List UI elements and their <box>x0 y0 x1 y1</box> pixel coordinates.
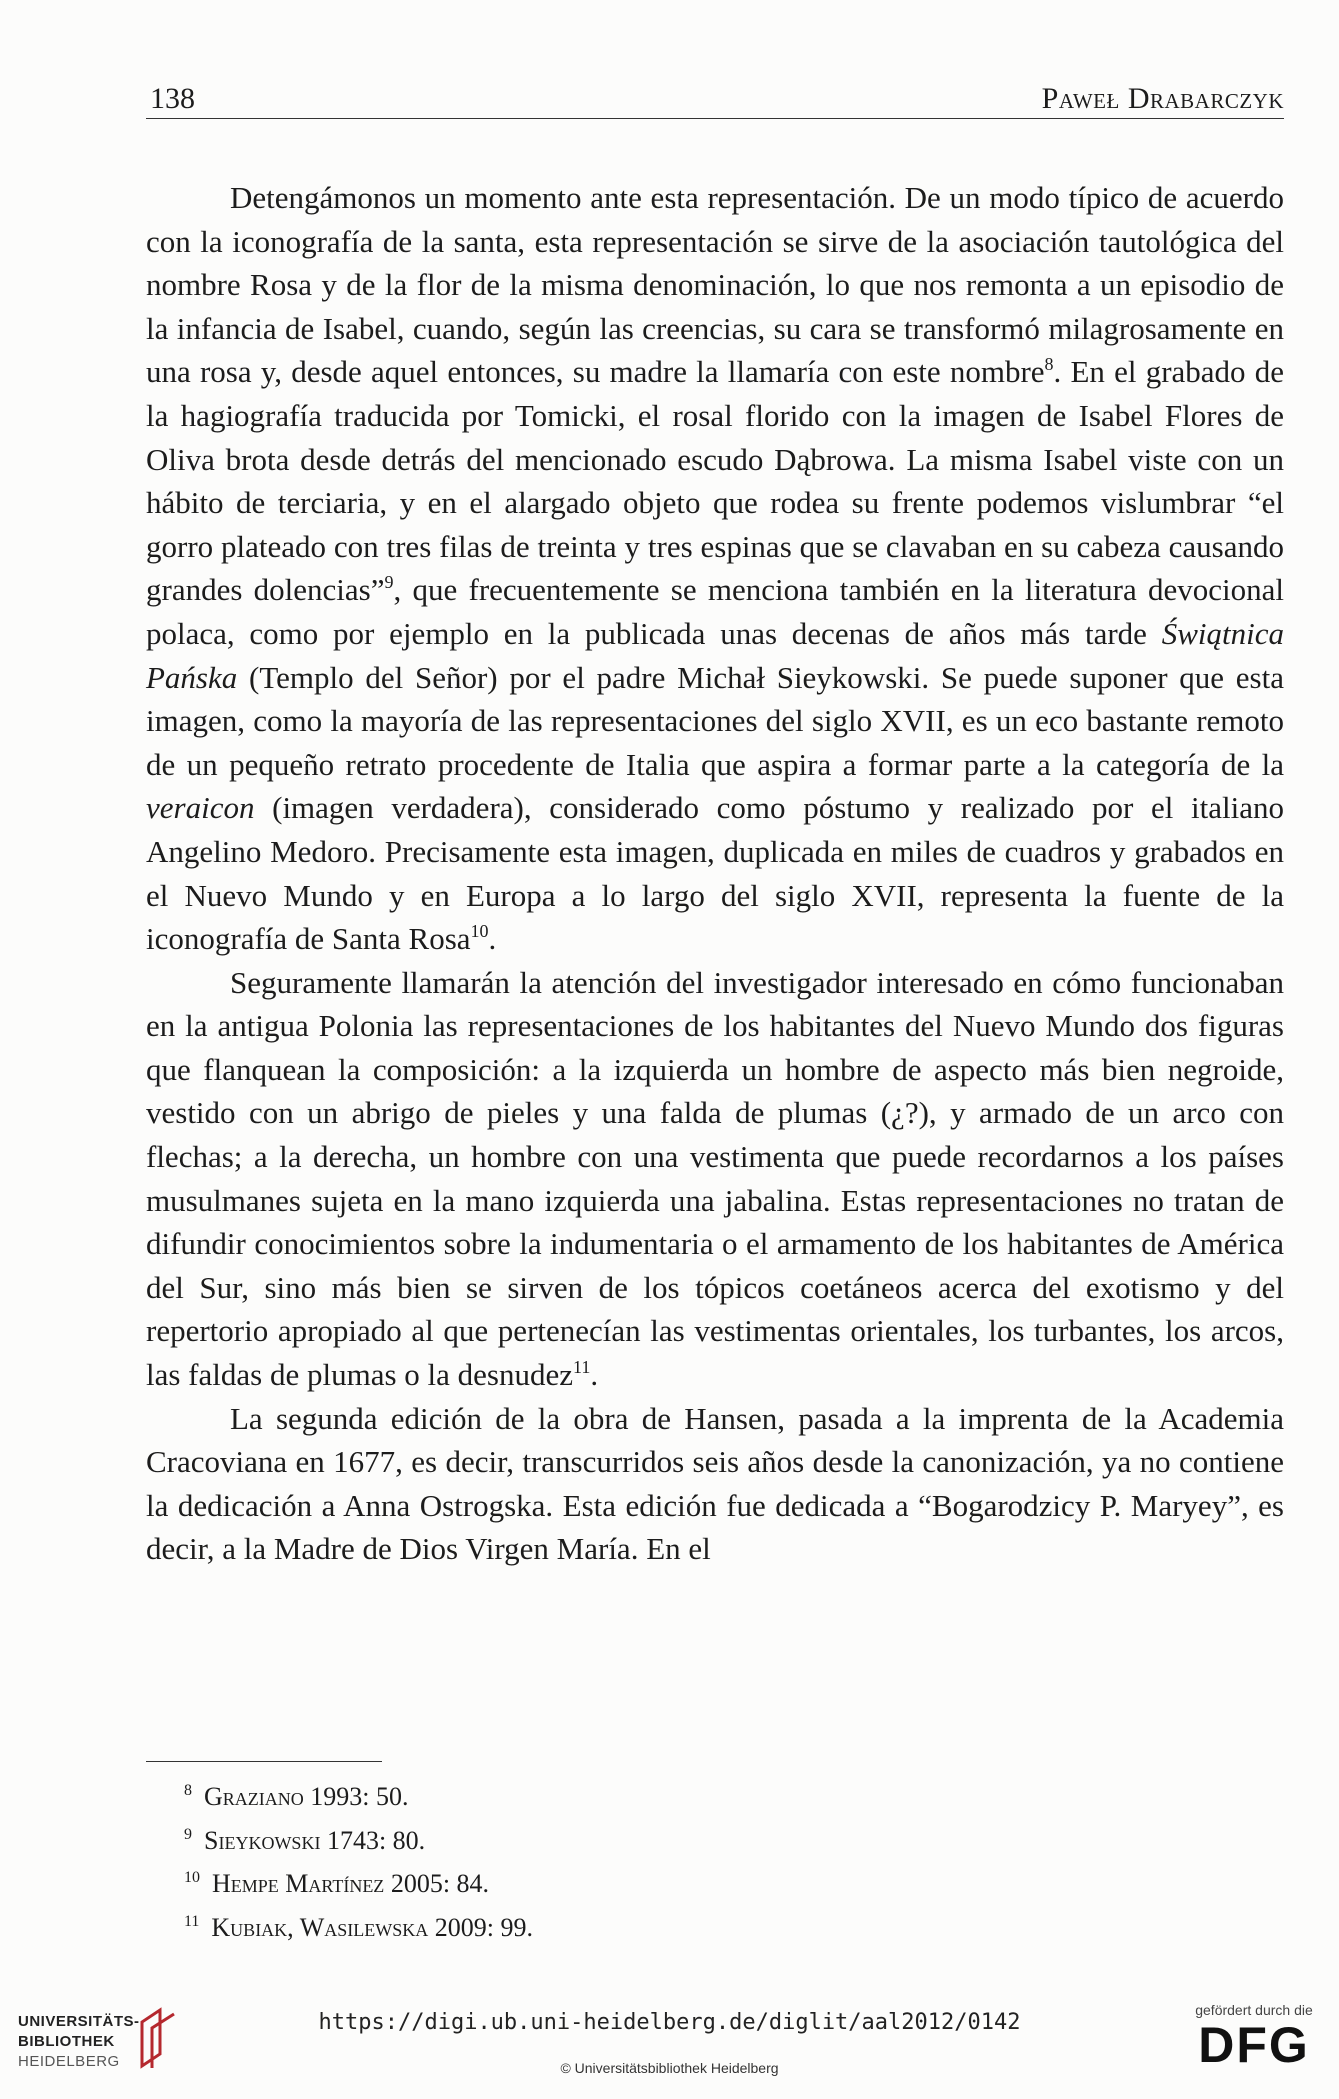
paragraph-3: La segunda edición de la obra de Hansen, pasada a la imprenta de la Academia Cracoviana en 1677, es decir, transcurridos seis años desde la canonización, ya no contiene la dedicación a Anna Ostrogska. Esta edición fue dedicada a “Bogarodzicy P. Maryey”, es decir, a la Madre de Dios Virgen María. En el <box>146 1400 1284 1567</box>
source-url-link[interactable]: https://digi.ub.uni-heidelberg.de/diglit/aal2012/0142 <box>318 2010 1021 2035</box>
library-logo[interactable]: UNIVERSITÄTS- BIBLIOTHEK HEIDELBERG <box>18 2013 140 2070</box>
footnote-ref-11[interactable]: 11 <box>572 1357 591 1378</box>
running-head-author: Paweł Drabarczyk <box>1041 82 1284 115</box>
footnote-ref-9[interactable]: 9 <box>384 572 394 593</box>
italic-title: Świątnica Pańska <box>146 615 1284 695</box>
footnote: $^8$ Graziano 1993: 50. <box>184 1782 409 1811</box>
paragraph-1: Detengámonos un momento ante esta representación. De un modo típico de acuerdo con la iconografía de la santa, esta representación se sirve de la asociación tautológica del nombre Rosa y de la flor de la misma denominación, lo que nos remonta a un episodio de la infancia de Isabel, cuando, según las creencias, su cara se transformó milagrosamente en una rosa y, desde aquel entonces, su madre la llamaría con este nombre$^8$. En el grabado de la hagiografía traducida por Tomicki, el rosal florido con la imagen de Isabel Flores de Oliva brota desde detrás del mencionado escudo Dąbrowa. La misma Isabel viste con un hábito de terciaria, y en el alargado objeto que rodea su frente podemos vislumbrar “el gorro plateado con tres filas de treinta y tres espinas que se clavaban en su cabeza causando grandes dolencias”$^9$, que frecuentemente se menciona también en la literatura devocional polaca, como por ejemplo en la publicada unas decenas de años más tarde Świątnica Pańska (Templo del Señor) por el padre Michał Sieykowski. Se puede suponer que esta imagen, como la mayoría de las representaciones del siglo XVII, es un eco bastante remoto de un pequeño retrato procedente de Italia que aspira a formar parte a la categoría de la veraicon (imagen verdadera), considerado como póstumo y realizado por el italiano Angelino Medoro. Precisamente esta imagen, duplicada en miles de cuadros y grabados en el Nuevo Mundo y en Europa a lo largo del siglo XVII, representa la fuente de la iconografía de Santa Rosa$^{10}$. <box>146 180 1284 957</box>
body-text <box>146 176 1284 1571</box>
digitization-footer <box>0 1980 1339 2099</box>
paragraph-2: Seguramente llamarán la atención del investigador interesado en cómo funcionaban en la antigua Polonia las representaciones de los habitantes del Nuevo Mundo dos figuras que flanquean la composición: a la izquierda un hombre de aspecto más bien negroide, vestido con un abrigo de pieles y una falda de plumas (¿?), y armado de un arco con flechas; a la derecha, un hombre con una vestimenta que puede recordarnos a los países musulmanes sujeta en la mano izquierda una jabalina. Estas representaciones no tratan de difundir conocimientos sobre la indumentaria o el armamento de los habitantes de América del Sur, sino más bien se sirven de los tópicos coetáneos acerca del exotismo y del repertorio apropiado al que pertenecían las vestimentas orientales, los turbantes, los arcos, las faldas de plumas o la desnudez$^{11}$. <box>146 964 1284 1393</box>
footnote: $^{10}$ Hempe Martínez 2005: 84. <box>184 1869 490 1898</box>
page-number: 138 <box>150 82 195 115</box>
dfg-logo[interactable]: gefördert durch die DFG <box>1195 2002 1313 2073</box>
footnote: $^9$ Sieykowski 1743: 80. <box>184 1825 426 1855</box>
footnote: $^{11}$ Kubiak, Wasilewska 2009: 99. <box>184 1912 533 1942</box>
footnote-ref-8[interactable]: 8 <box>1044 354 1054 375</box>
footnotes <box>184 1772 1084 1946</box>
running-header <box>146 82 1284 119</box>
copyright-text: © Universitätsbibliothek Heidelberg <box>560 2060 779 2076</box>
footnote-ref-10[interactable]: 10 <box>470 921 489 942</box>
italic-term: veraicon <box>146 790 255 826</box>
footnote-divider <box>146 1761 382 1762</box>
